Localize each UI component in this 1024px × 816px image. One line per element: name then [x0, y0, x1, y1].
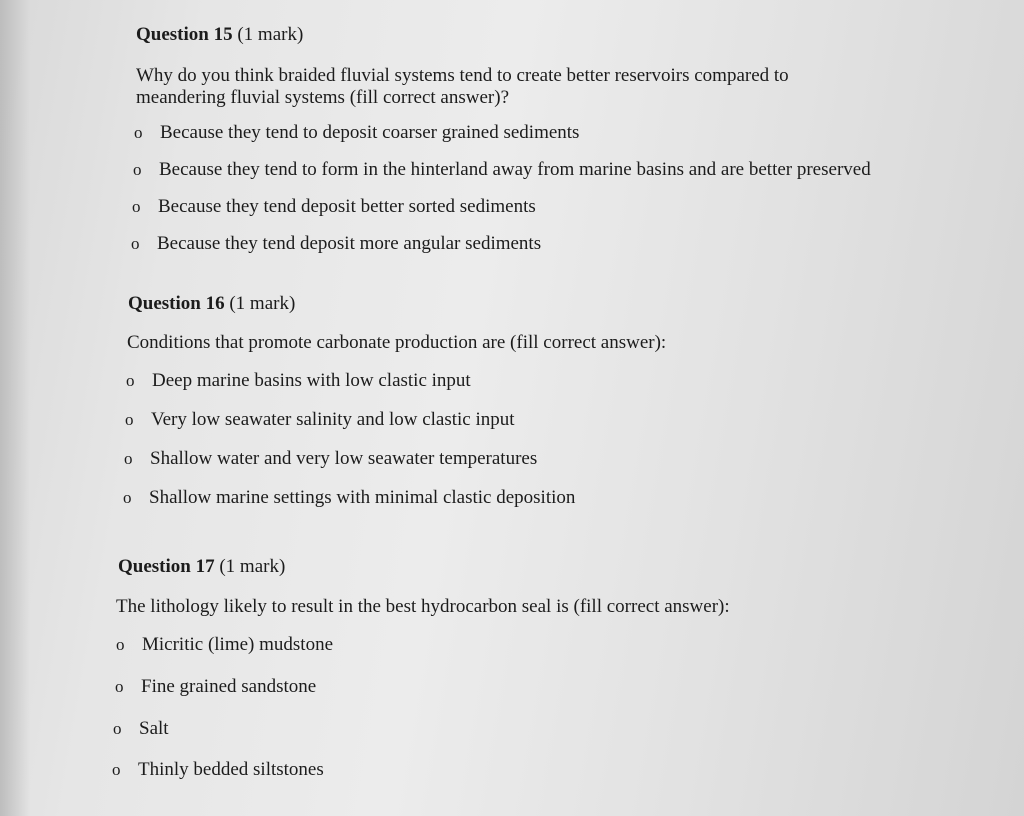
option-label: Because they tend deposit better sorted sediments	[158, 196, 536, 217]
question-prompt: Conditions that promote carbonate production are (fill correct answer):	[127, 332, 667, 353]
option-label: Very low seawater salinity and low clastic input	[151, 409, 515, 430]
question-17-option-1[interactable]	[116, 634, 333, 656]
option-radio[interactable]: o	[115, 677, 124, 696]
option-label: Thinly bedded siltstones	[138, 759, 324, 780]
question-15-heading	[136, 24, 303, 46]
question-17-option-2[interactable]	[115, 676, 316, 698]
option-radio[interactable]: o	[126, 371, 135, 390]
question-17-heading	[118, 556, 285, 578]
option-radio[interactable]: o	[134, 123, 143, 142]
option-label: Because they tend deposit more angular sediments	[157, 233, 542, 254]
option-label: Fine grained sandstone	[141, 676, 317, 697]
question-16-option-1[interactable]	[126, 370, 471, 392]
question-16-option-3[interactable]	[124, 448, 537, 470]
option-radio[interactable]: o	[132, 197, 141, 216]
option-radio[interactable]: o	[113, 719, 122, 738]
option-label: Salt	[139, 718, 169, 739]
question-marks: (1 mark)	[219, 556, 286, 577]
question-number: Question 15	[136, 24, 233, 45]
question-16-heading	[128, 293, 295, 315]
option-radio[interactable]: o	[131, 234, 140, 253]
question-16-option-2[interactable]	[125, 409, 515, 431]
option-radio[interactable]: o	[112, 760, 121, 779]
option-label: Deep marine basins with low clastic input	[152, 370, 471, 391]
option-label: Shallow water and very low seawater temperatures	[150, 448, 538, 469]
question-17-text	[116, 596, 836, 618]
question-16-text	[127, 332, 827, 354]
option-label: Micritic (lime) mudstone	[142, 634, 334, 655]
question-16-option-4[interactable]	[123, 487, 575, 509]
question-15-option-1[interactable]	[134, 122, 579, 144]
question-marks: (1 mark)	[237, 24, 304, 45]
option-radio[interactable]: o	[125, 410, 134, 429]
option-label: Because they tend to deposit coarser grained sediments	[160, 122, 580, 143]
question-prompt: Why do you think braided fluvial systems tend to create better reservoirs compared to meandering fluvial systems (fill correct answer)?	[136, 65, 789, 108]
question-15-option-4[interactable]	[131, 233, 541, 255]
question-marks: (1 mark)	[229, 293, 296, 314]
option-label: Because they tend to form in the hinterland away from marine basins and are better preserved	[159, 159, 871, 180]
question-number: Question 16	[128, 293, 225, 314]
question-17-option-4[interactable]	[112, 759, 324, 781]
question-17-option-3[interactable]	[113, 718, 169, 740]
option-label: Shallow marine settings with minimal clastic deposition	[149, 487, 576, 508]
option-radio[interactable]: o	[124, 449, 133, 468]
question-15-text	[136, 65, 836, 109]
question-15-option-3[interactable]	[132, 196, 536, 218]
option-radio[interactable]: o	[123, 488, 132, 507]
question-15-option-2[interactable]	[133, 159, 871, 181]
question-prompt: The lithology likely to result in the best hydrocarbon seal is (fill correct answer):	[116, 596, 730, 617]
option-radio[interactable]: o	[133, 160, 142, 179]
question-number: Question 17	[118, 556, 215, 577]
option-radio[interactable]: o	[116, 635, 125, 654]
